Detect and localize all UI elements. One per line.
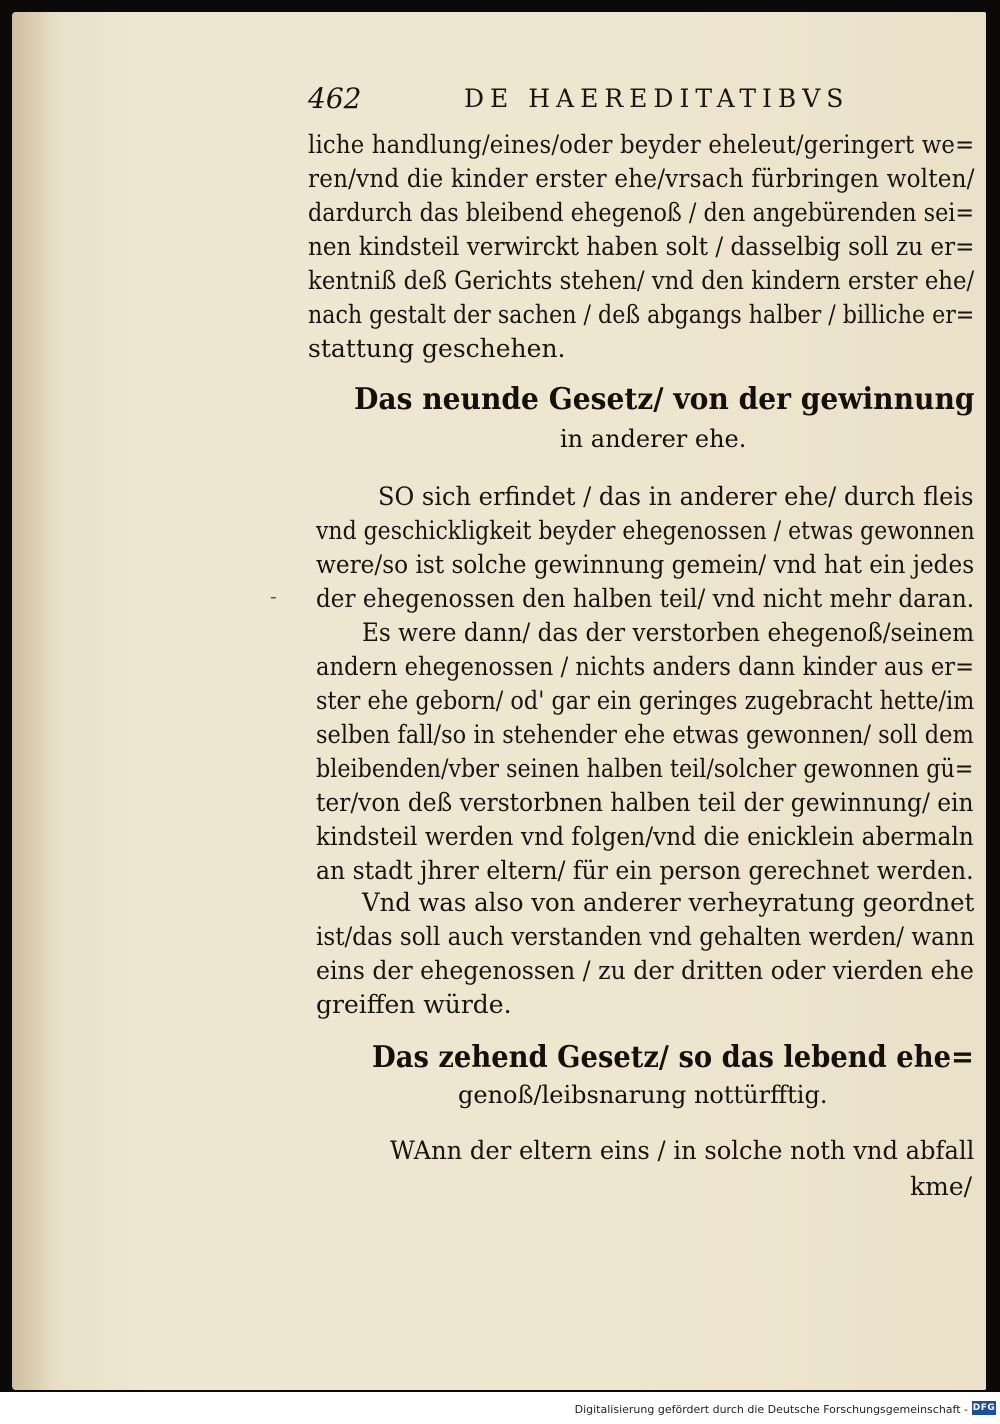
text-line: andern ehegenossen / nichts anders dann kinder aus er= xyxy=(316,652,975,681)
margin-mark: - xyxy=(270,584,277,608)
text-line: der ehegenossen den halben teil/ vnd nicht mehr daran. xyxy=(316,584,975,613)
text-line: liche handlung/eines/oder beyder eheleut/geringert we= xyxy=(308,130,975,159)
text-line: SO sich erfindet / das in anderer ehe/ durch fleis xyxy=(378,482,974,511)
text-line: WAnn der eltern eins / in solche noth vnd abfall xyxy=(390,1136,975,1165)
text-line: kindsteil werden vnd folgen/vnd die enicklein abermaln xyxy=(316,822,974,851)
text-line: nach gestalt der sachen / deß abgangs halber / billiche er= xyxy=(308,300,975,329)
digitization-footer xyxy=(0,1392,1000,1424)
text-line: nen kindsteil verwirckt haben solt / dasselbig soll zu er= xyxy=(308,232,975,261)
text-line: ster ehe geborn/ od' gar ein geringes zugebracht hette/im xyxy=(316,686,975,715)
funding-credit: Digitalisierung gefördert durch die Deutsche Forschungsgemeinschaft - xyxy=(574,1403,968,1416)
section-heading-continued: in anderer ehe. xyxy=(560,425,747,453)
text-line: stattung geschehen. xyxy=(308,334,566,363)
section-heading: Das neunde Gesetz/ von der gewinnung xyxy=(354,382,975,417)
dfg-logo-icon: DFG xyxy=(972,1403,996,1413)
text-line: Vnd was also von anderer verheyratung geordnet xyxy=(362,888,975,917)
section-heading-continued: genoß/leibsnarung nottürfftig. xyxy=(458,1081,828,1109)
text-line: vnd geschickligkeit beyder ehegenossen / etwas gewonnen xyxy=(316,516,975,545)
text-line: kentniß deß Gerichts stehen/ vnd den kindern erster ehe/ xyxy=(308,266,975,295)
text-body xyxy=(12,12,986,1390)
text-line: dardurch das bleibend ehegenoß / den angebürenden sei= xyxy=(308,198,975,227)
book-page xyxy=(12,12,986,1390)
page-number: 462 xyxy=(308,82,362,115)
catchword: kme/ xyxy=(910,1172,973,1201)
text-line: bleibenden/vber seinen halben teil/solcher gewonnen gü= xyxy=(316,754,974,783)
text-line: eins der ehegenossen / zu der dritten oder vierden ehe xyxy=(316,956,974,985)
text-line: ist/das soll auch verstanden vnd gehalten werden/ wann xyxy=(316,922,975,951)
section-heading: Das zehend Gesetz/ so das lebend ehe= xyxy=(372,1040,974,1075)
text-line: an stadt jhrer eltern/ für ein person gerechnet werden. xyxy=(316,856,974,885)
text-line: were/so ist solche gewinnung gemein/ vnd hat ein jedes xyxy=(316,550,975,579)
text-line: greiffen würde. xyxy=(316,990,512,1019)
running-title: DE HAEREDITATIBVS xyxy=(464,84,850,113)
text-line: ter/von deß verstorbnen halben teil der gewinnung/ ein xyxy=(316,788,974,817)
text-line: ren/vnd die kinder erster ehe/vrsach fürbringen wolten/ xyxy=(308,164,975,193)
text-line: selben fall/so in stehender ehe etwas gewonnen/ soll dem xyxy=(316,720,974,749)
text-line: Es were dann/ das der verstorben ehegenoß/seinem xyxy=(362,618,975,647)
